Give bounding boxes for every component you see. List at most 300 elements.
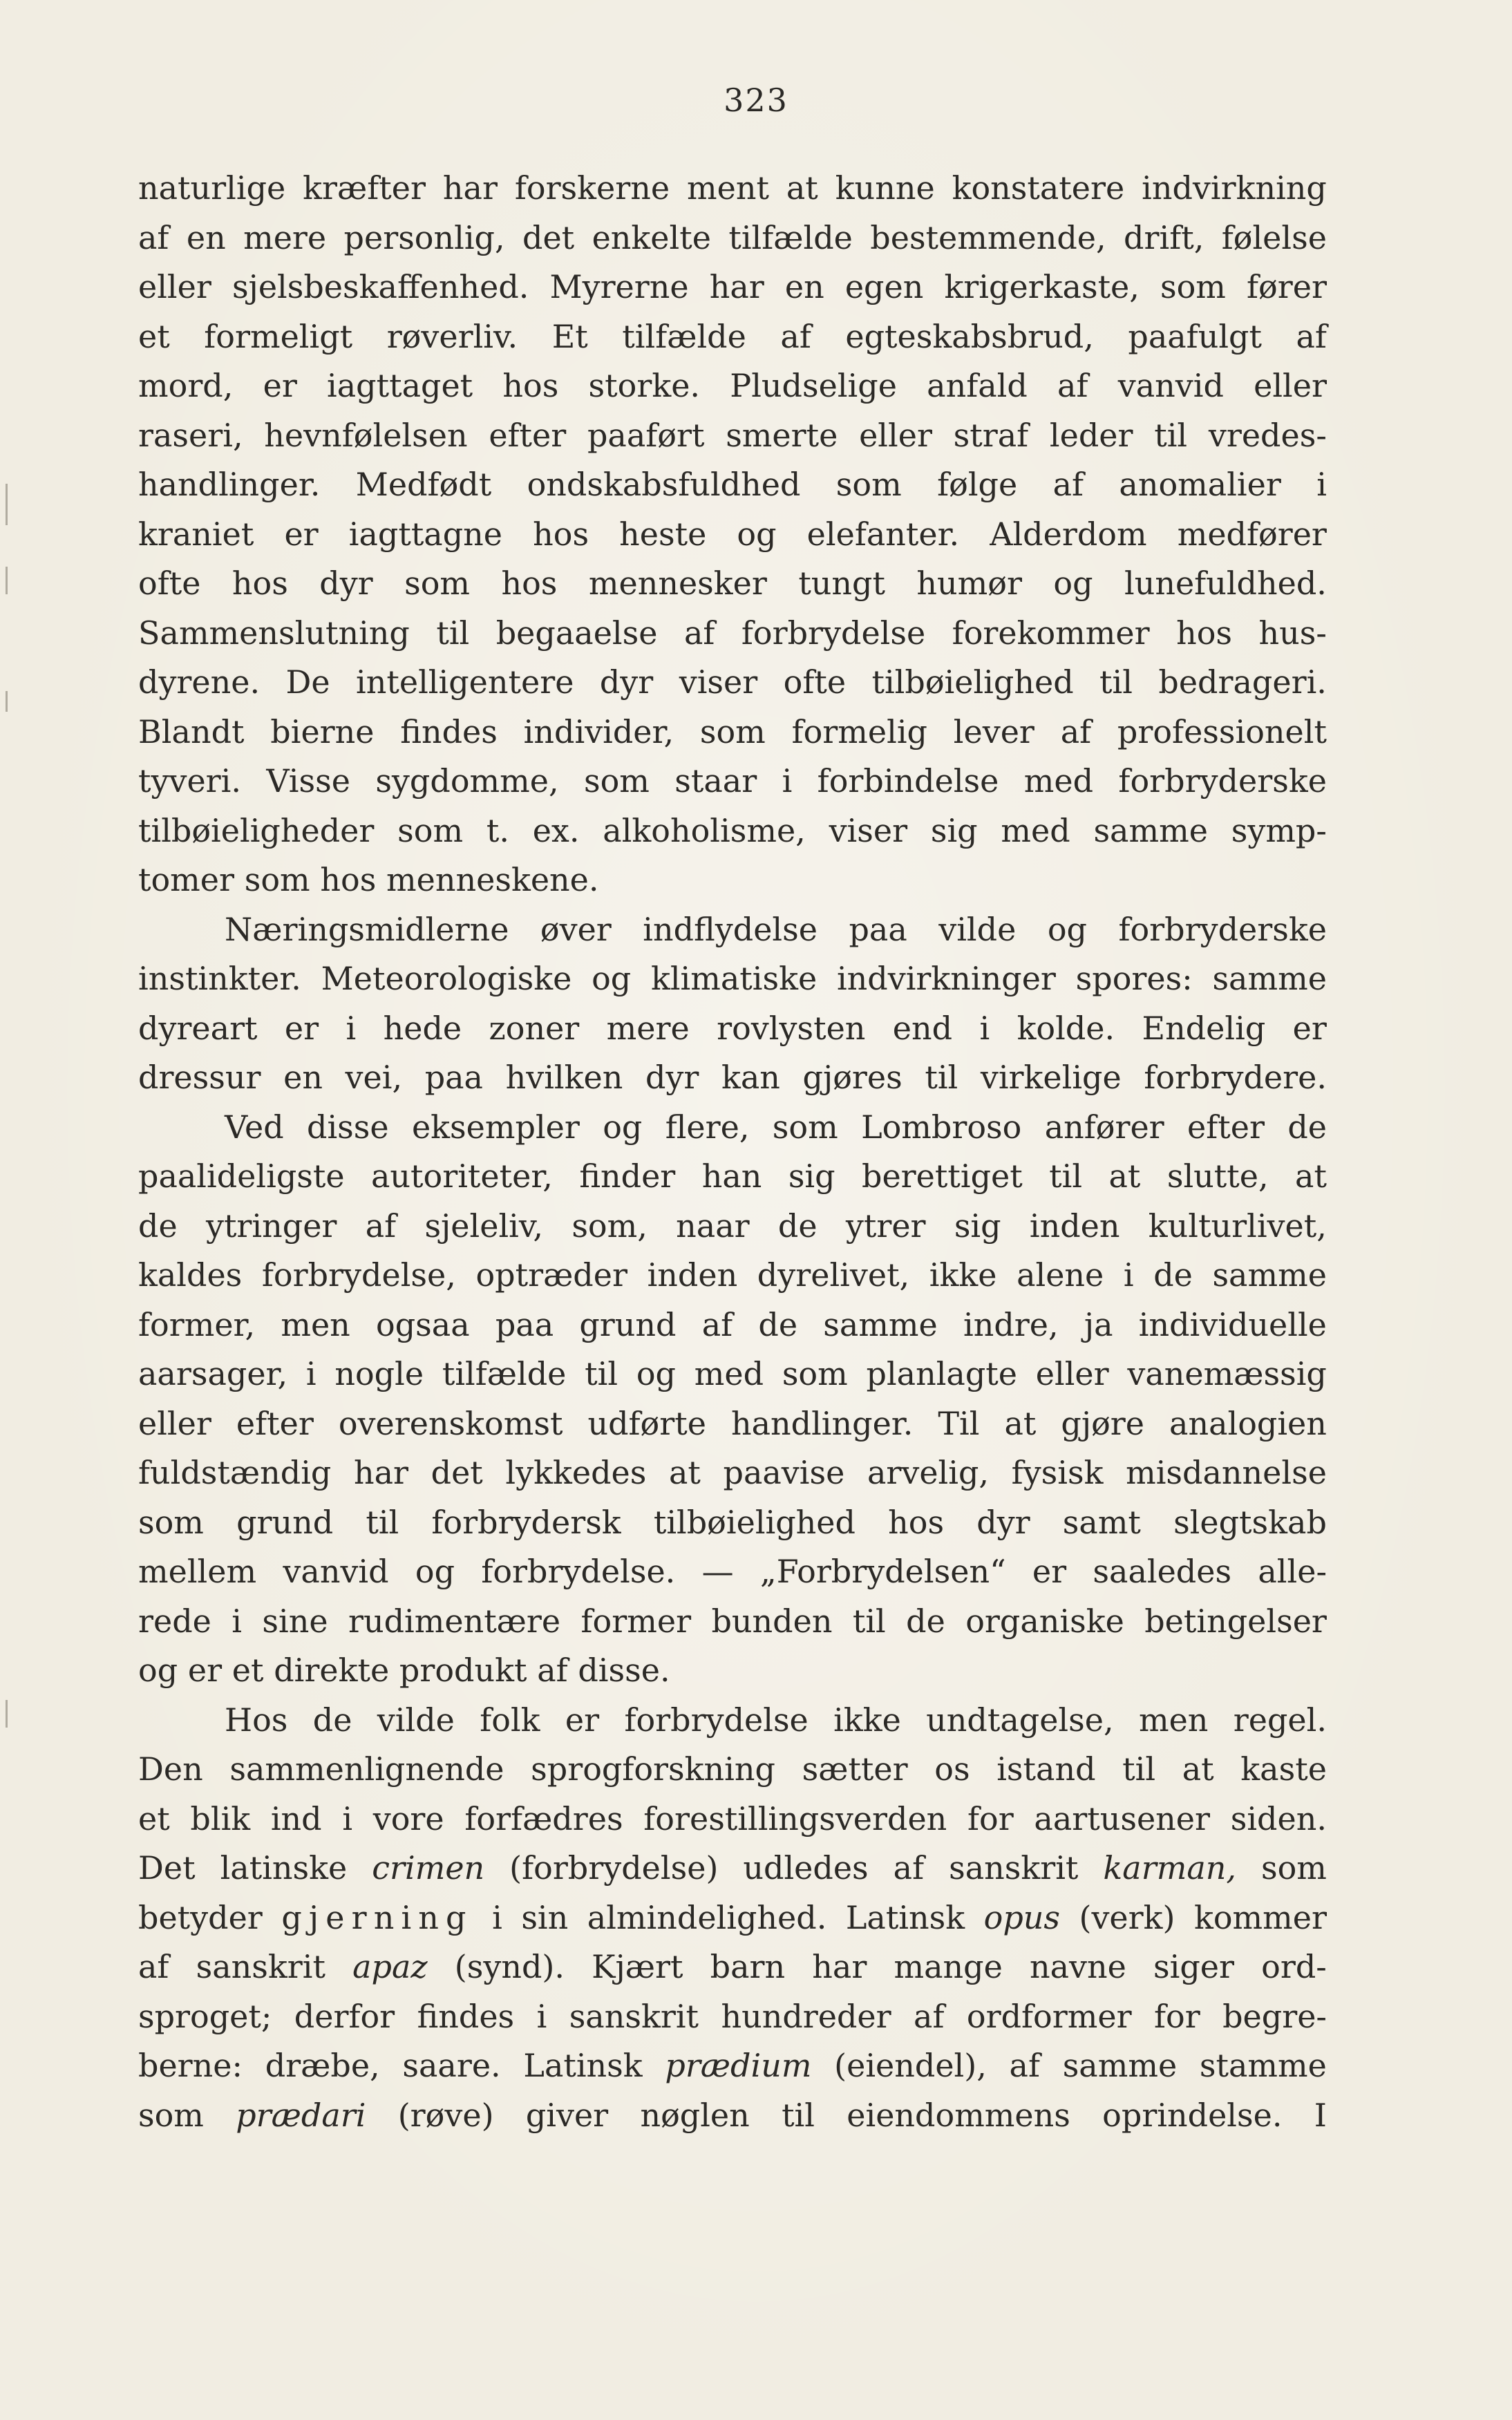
word: slutte, (1166, 1157, 1269, 1195)
page-edge-mark (6, 691, 8, 712)
word: slegtskab (1173, 1503, 1327, 1541)
word: er (1292, 1009, 1327, 1047)
word: Pludselige (730, 367, 897, 404)
word: til (782, 2096, 815, 2134)
word: det (431, 1454, 483, 1491)
word: alle- (1258, 1553, 1327, 1590)
word: professionelt (1117, 712, 1327, 750)
word: naturlige (138, 169, 286, 207)
text-line (138, 164, 1327, 214)
word: og (1047, 910, 1087, 948)
word: i (346, 1009, 357, 1047)
word: os (934, 1750, 970, 1788)
word: tilfælde (442, 1355, 567, 1392)
word: Kjært (592, 1948, 683, 1985)
word: I (1314, 2096, 1327, 2134)
word: anomalier (1119, 466, 1281, 503)
word: vilde (938, 910, 1017, 948)
text-line (138, 855, 1327, 905)
word: i (1123, 1256, 1134, 1294)
word: til (852, 1602, 886, 1640)
word: opus (983, 1898, 1060, 1936)
text-line (138, 708, 1327, 757)
word: folk (480, 1701, 540, 1739)
word: gjerning (281, 1898, 473, 1936)
word: findes (417, 1997, 515, 2035)
word: eller (1254, 367, 1327, 404)
word: de (1287, 1108, 1327, 1146)
word: forbrydersk (431, 1503, 621, 1541)
word: intelligentere (356, 663, 574, 701)
word: siger (1153, 1948, 1235, 1985)
word: dyr (599, 663, 654, 701)
word: øver (540, 910, 612, 948)
page-edge-mark (6, 484, 8, 525)
word: af (1296, 317, 1327, 355)
word: rede (138, 1602, 211, 1640)
word: vanvid (283, 1553, 389, 1590)
word: er (284, 1009, 319, 1047)
word: af (1060, 712, 1092, 750)
word: smerte (726, 416, 838, 454)
word: ytrer (845, 1207, 926, 1245)
word: apaz (352, 1948, 428, 1985)
word: lever (953, 712, 1034, 750)
word: navne (1029, 1948, 1126, 1985)
text-line (138, 954, 1327, 1004)
word: fuldstændig (138, 1454, 332, 1491)
text-line (138, 1992, 1327, 2042)
word: sanskrit (949, 1849, 1079, 1887)
word: røverliv. (386, 317, 518, 355)
word: samme (1212, 1256, 1327, 1294)
word: individer, (523, 712, 674, 750)
word: samt (1062, 1503, 1141, 1541)
word: forekommer (952, 614, 1150, 652)
word: som (1260, 1849, 1327, 1887)
word: disse (307, 1108, 389, 1146)
word: planlagte (866, 1355, 1017, 1392)
word: dræbe, (265, 2047, 380, 2084)
word: en (283, 1059, 323, 1096)
word: Til (938, 1404, 980, 1442)
word: Medfødt (355, 466, 492, 503)
word: som (583, 762, 650, 800)
word: i (536, 1997, 547, 2035)
text-line (138, 757, 1327, 806)
word: gjøres (802, 1059, 903, 1096)
word: er (1032, 1553, 1067, 1590)
word: bunden (711, 1602, 833, 1640)
word: prædari (236, 2096, 366, 2134)
word: siden. (1230, 1799, 1327, 1837)
word: formeligt (204, 317, 353, 355)
word: humør (916, 565, 1022, 602)
text-line (138, 263, 1327, 312)
word: dyr (319, 565, 373, 602)
text-line (138, 1597, 1327, 1647)
word: af (365, 1207, 397, 1245)
word: storke. (588, 367, 701, 404)
word: for (1153, 1997, 1200, 2035)
word: har (812, 1948, 867, 1985)
word: iagttagne (348, 515, 503, 553)
word: af (893, 1849, 925, 1887)
word: handlinger. (730, 1404, 914, 1442)
word: Sammenslutning (138, 614, 410, 652)
word: til (1099, 663, 1133, 701)
word: kulturlivet, (1148, 1207, 1327, 1245)
word: til (1049, 1157, 1083, 1195)
word: paa (424, 1059, 483, 1096)
text-line (138, 1696, 1327, 1746)
word: staar (674, 762, 757, 800)
text-line (138, 2091, 1327, 2141)
word: har (353, 1454, 409, 1491)
word: dyrelivet, (757, 1256, 910, 1294)
word: som (835, 466, 902, 503)
word: „Forbrydelsen“ (759, 1553, 1006, 1590)
word: i (492, 1898, 502, 1936)
word: de (758, 1305, 798, 1343)
word: instinkter. (138, 960, 301, 997)
word: raseri, (138, 416, 243, 454)
word: personlig, (343, 218, 505, 256)
word: samme (1062, 2047, 1178, 2084)
word: betingelser (1144, 1602, 1327, 1640)
word: sjeleliv, (424, 1207, 544, 1245)
word: aarsager, (138, 1355, 288, 1392)
word: kan (721, 1059, 780, 1096)
word: ytringer (205, 1207, 337, 1245)
word: forbrydelse (741, 614, 926, 652)
word: vilde (377, 1701, 455, 1739)
word: som (397, 811, 464, 849)
word: iagttaget (327, 367, 473, 404)
word: forbrydelse. (481, 1553, 676, 1590)
text-line (138, 559, 1327, 609)
word: eller (859, 416, 932, 454)
word: vredes- (1208, 416, 1327, 454)
word: de (312, 1701, 352, 1739)
word: er (284, 515, 319, 553)
word: sætter (802, 1750, 908, 1788)
word: som (782, 1355, 848, 1392)
word: saaledes (1093, 1553, 1232, 1590)
word: produkt (399, 1652, 527, 1689)
word: efter (236, 1404, 314, 1442)
word: nøglen (640, 2096, 750, 2134)
word: vei, (345, 1059, 403, 1096)
word: ofte (783, 663, 847, 701)
word: viser (829, 811, 908, 849)
word: sjelsbeskaffenhed. (231, 268, 529, 305)
word: grund (579, 1305, 677, 1343)
word: af (138, 1948, 169, 1985)
word: eksempler (411, 1108, 580, 1146)
word: men (281, 1305, 350, 1343)
text-line (138, 214, 1327, 263)
word: begaaelse (495, 614, 658, 652)
word: eller (1035, 1355, 1109, 1392)
text-line (138, 2041, 1327, 2091)
text-line (138, 411, 1327, 461)
word: sig (788, 1157, 835, 1195)
word: paalideligste (138, 1157, 345, 1195)
word: af (914, 1997, 945, 2035)
word: sanskrit (196, 1948, 325, 1985)
word: nogle (334, 1355, 424, 1392)
word: bedrageri. (1158, 663, 1327, 701)
word: spores: (1075, 960, 1193, 997)
text-line (138, 1795, 1327, 1844)
word: tilfælde (622, 317, 746, 355)
word: indre, (963, 1305, 1059, 1343)
text-line (138, 1350, 1327, 1399)
word: ogsaa (376, 1305, 470, 1343)
word: eiendommens (847, 2096, 1070, 2134)
text-line (138, 1844, 1327, 1893)
word: paaført (587, 416, 705, 454)
word: og (737, 515, 777, 553)
word: og (415, 1553, 455, 1590)
word: De (285, 663, 330, 701)
word: og (1053, 565, 1093, 602)
word: giver (525, 2096, 609, 2134)
text-line (138, 1399, 1327, 1449)
word: dyreart (138, 1009, 258, 1047)
word: en (186, 218, 226, 256)
word: bestemmende, (870, 218, 1106, 256)
word: og (603, 1108, 643, 1146)
word: Latinsk (845, 1898, 965, 1936)
word: fysisk (1011, 1454, 1104, 1491)
word: udledes (743, 1849, 869, 1887)
word: organiske (965, 1602, 1124, 1640)
word: i (305, 1355, 316, 1392)
word: tomer (138, 861, 235, 898)
text-line (138, 1942, 1327, 1992)
word: at (1108, 1157, 1141, 1195)
word: Blandt (138, 712, 245, 750)
word: oprindelse. (1102, 2096, 1283, 2134)
word: ment (687, 169, 769, 207)
word: følelse (1221, 218, 1327, 256)
word: dyr (645, 1059, 699, 1096)
word: sine (262, 1602, 328, 1640)
word: til (1122, 1750, 1156, 1788)
word: som, (571, 1207, 648, 1245)
word: Endelig (1142, 1009, 1266, 1047)
word: — (701, 1553, 734, 1590)
word: Ved (225, 1108, 284, 1146)
word: af (780, 317, 811, 355)
word: hos (320, 861, 377, 898)
word: latinske (220, 1849, 348, 1887)
word: til (1154, 416, 1188, 454)
word: flere, (665, 1108, 750, 1146)
word: symp- (1231, 811, 1327, 849)
word: at (786, 169, 818, 207)
word: eller (138, 1404, 211, 1442)
word: inden (1029, 1207, 1120, 1245)
word: Hos (225, 1701, 288, 1739)
word: med (694, 1355, 764, 1392)
word: medfører (1177, 515, 1327, 553)
word: kræfter (303, 169, 426, 207)
word: indvirkninger (836, 960, 1056, 997)
word: eller (138, 268, 211, 305)
word: Et (551, 317, 588, 355)
word: at (668, 1454, 701, 1491)
word: istand (996, 1750, 1096, 1788)
word: arvelig, (867, 1454, 990, 1491)
word: paavise (723, 1454, 845, 1491)
word: (røve) (397, 2096, 494, 2134)
word: dyr (976, 1503, 1030, 1541)
word: hevnfølelsen (264, 416, 468, 454)
word: overenskomst (338, 1404, 563, 1442)
word: de (906, 1602, 945, 1640)
word: de (1153, 1256, 1193, 1294)
word: som (772, 1108, 838, 1146)
word: Det (138, 1849, 196, 1887)
text-line (138, 1152, 1327, 1202)
word: mere (606, 1009, 690, 1047)
text-line (138, 1053, 1327, 1103)
word: ind (270, 1799, 322, 1837)
word: i (342, 1799, 353, 1837)
word: af (683, 614, 715, 652)
word: tilbøielighed (653, 1503, 856, 1541)
word: hvilken (505, 1059, 623, 1096)
word: som (1160, 268, 1226, 305)
text-line (138, 312, 1327, 362)
word: sammenlignende (229, 1750, 504, 1788)
word: forbrydelse (624, 1701, 809, 1739)
word: almindelighed. (587, 1898, 827, 1936)
word: hundreder (721, 1997, 891, 2035)
page-edge-mark (6, 1700, 8, 1728)
word: forbindelse (817, 762, 999, 800)
word: hus- (1258, 614, 1327, 652)
word: forbryderske (1118, 910, 1327, 948)
word: mord, (138, 367, 234, 404)
word: alkoholisme, (603, 811, 806, 849)
text-line (138, 1646, 1327, 1696)
word: ofte (138, 565, 201, 602)
word: men (1138, 1701, 1209, 1739)
word: prædium (665, 2047, 812, 2084)
body-text (138, 164, 1327, 2140)
word: af (138, 218, 169, 256)
word: elefanter. (806, 515, 960, 553)
word: Myrerne (549, 268, 689, 305)
word: forestillingsverden (643, 1799, 947, 1837)
word: kommer (1193, 1898, 1327, 1936)
word: hede (383, 1009, 462, 1047)
word: for (967, 1799, 1014, 1837)
word: som (138, 1503, 204, 1541)
word: formelig (791, 712, 927, 750)
text-line (138, 1301, 1327, 1350)
word: et (138, 1799, 170, 1837)
text-line (138, 460, 1327, 510)
word: og (592, 960, 632, 997)
word: egteskabsbrud, (845, 317, 1094, 355)
word: disse. (578, 1652, 670, 1689)
word: karman, (1103, 1849, 1236, 1887)
word: krigerkaste, (944, 268, 1140, 305)
word: alene (1017, 1256, 1104, 1294)
word: mennesker (588, 565, 767, 602)
word: i (1316, 466, 1327, 503)
word: af (1009, 2047, 1040, 2084)
word: ondskabsfuldhed (527, 466, 801, 503)
word: som (138, 2096, 204, 2134)
word: individuelle (1138, 1305, 1327, 1343)
text-line (138, 1251, 1327, 1301)
word: vanemæssig (1127, 1355, 1327, 1392)
word: af (537, 1652, 568, 1689)
word: Alderdom (990, 515, 1147, 553)
word: i (782, 762, 793, 800)
word: som (699, 712, 766, 750)
word: hos (1176, 614, 1233, 652)
word: handlinger. (138, 466, 321, 503)
text-line (138, 806, 1327, 856)
word: fører (1247, 268, 1327, 305)
word: kaste (1240, 1750, 1327, 1788)
word: af (701, 1305, 733, 1343)
word: ex. (532, 811, 580, 849)
word: dressur (138, 1059, 261, 1096)
word: grund (236, 1503, 334, 1541)
word: ordformer (966, 1997, 1132, 2035)
word: gjøre (1061, 1404, 1145, 1442)
text-line (138, 1745, 1327, 1795)
word: saare. (402, 2047, 501, 2084)
word: Visse (266, 762, 350, 800)
word: et (231, 1652, 264, 1689)
word: i (231, 1602, 242, 1640)
word: tilbøieligheder (138, 811, 375, 849)
word: vore (372, 1799, 444, 1837)
word: autoriteter, (371, 1157, 553, 1195)
word: menneskene. (386, 861, 599, 898)
word: lykkedes (505, 1454, 647, 1491)
word: ikke (929, 1256, 997, 1294)
word: end (892, 1009, 953, 1047)
word: tyveri. (138, 762, 242, 800)
word: egen (844, 268, 924, 305)
word: med (1023, 762, 1094, 800)
word: og (138, 1652, 178, 1689)
word: hos (533, 515, 589, 553)
word: enkelte (592, 218, 711, 256)
word: finder (579, 1157, 676, 1195)
word: de (777, 1207, 818, 1245)
word: mere (243, 218, 327, 256)
word: stamme (1199, 2047, 1327, 2084)
word: leder (1049, 416, 1133, 454)
page-edge-mark (6, 567, 8, 594)
word: sprogforskning (531, 1750, 775, 1788)
word: af (1052, 466, 1084, 503)
word: inden (647, 1256, 738, 1294)
text-line (138, 609, 1327, 659)
word: zoner (489, 1009, 580, 1047)
